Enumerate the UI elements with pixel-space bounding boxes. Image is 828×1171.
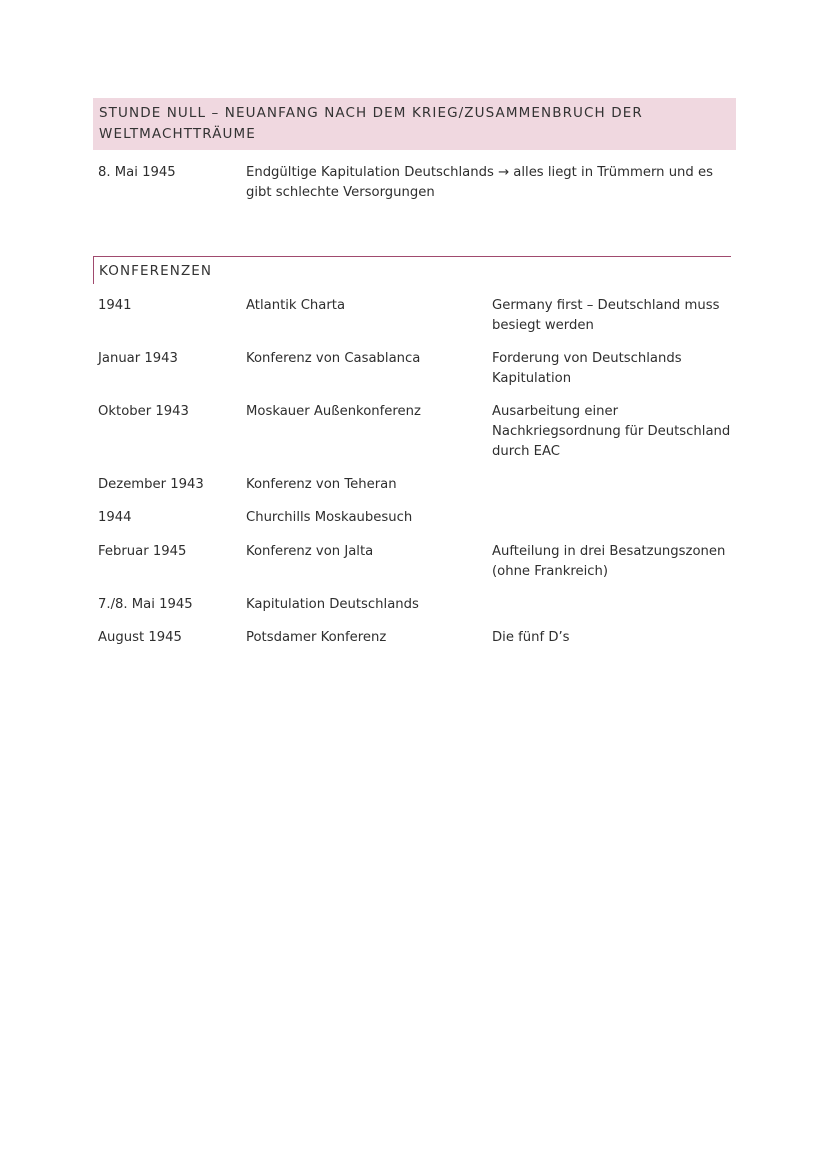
conference-name: Atlantik Charta bbox=[246, 298, 346, 313]
conference-name: Konferenz von Jalta bbox=[246, 544, 374, 559]
conference-name: Moskauer Außenkonferenz bbox=[246, 404, 421, 419]
conference-name: Potsdamer Konferenz bbox=[246, 630, 387, 645]
conference-date: Oktober 1943 bbox=[98, 404, 189, 419]
conference-date: Dezember 1943 bbox=[98, 477, 204, 492]
conference-note: Aufteilung in drei Besatzungszonen (ohne Frankreich) bbox=[492, 544, 726, 579]
conference-date: August 1945 bbox=[98, 630, 182, 645]
conference-date: 7./8. Mai 1945 bbox=[98, 597, 193, 612]
conference-name: Konferenz von Casablanca bbox=[246, 351, 421, 366]
conference-date: Februar 1945 bbox=[98, 544, 187, 559]
section-heading-stunde-null: STUNDE NULL – NEUANFANG NACH DEM KRIEG/ZUSAMMENBRUCH DER WELTMACHTTRÄUME bbox=[93, 98, 736, 150]
entry-date: 8. Mai 1945 bbox=[98, 165, 176, 180]
conference-note: Forderung von Deutschlands Kapitulation bbox=[492, 351, 682, 386]
conference-note: Die fünf D’s bbox=[492, 630, 570, 645]
conference-note: Ausarbeitung einer Nachkriegsordnung für Deutschland durch EAC bbox=[492, 404, 731, 459]
section-heading-konferenzen: KONFERENZEN bbox=[93, 256, 731, 284]
conference-name: Konferenz von Teheran bbox=[246, 477, 397, 492]
conference-date: Januar 1943 bbox=[98, 351, 178, 366]
conference-note: Germany first – Deutschland muss besiegt werden bbox=[492, 298, 720, 333]
conference-name: Kapitulation Deutschlands bbox=[246, 597, 419, 612]
conference-name: Churchills Moskaubesuch bbox=[246, 510, 413, 525]
entry-text: Endgültige Kapitulation Deutschlands → alles liegt in Trümmern und es gibt schlechte Versorgungen bbox=[246, 165, 713, 200]
conference-date: 1944 bbox=[98, 510, 132, 525]
conference-date: 1941 bbox=[98, 298, 132, 313]
